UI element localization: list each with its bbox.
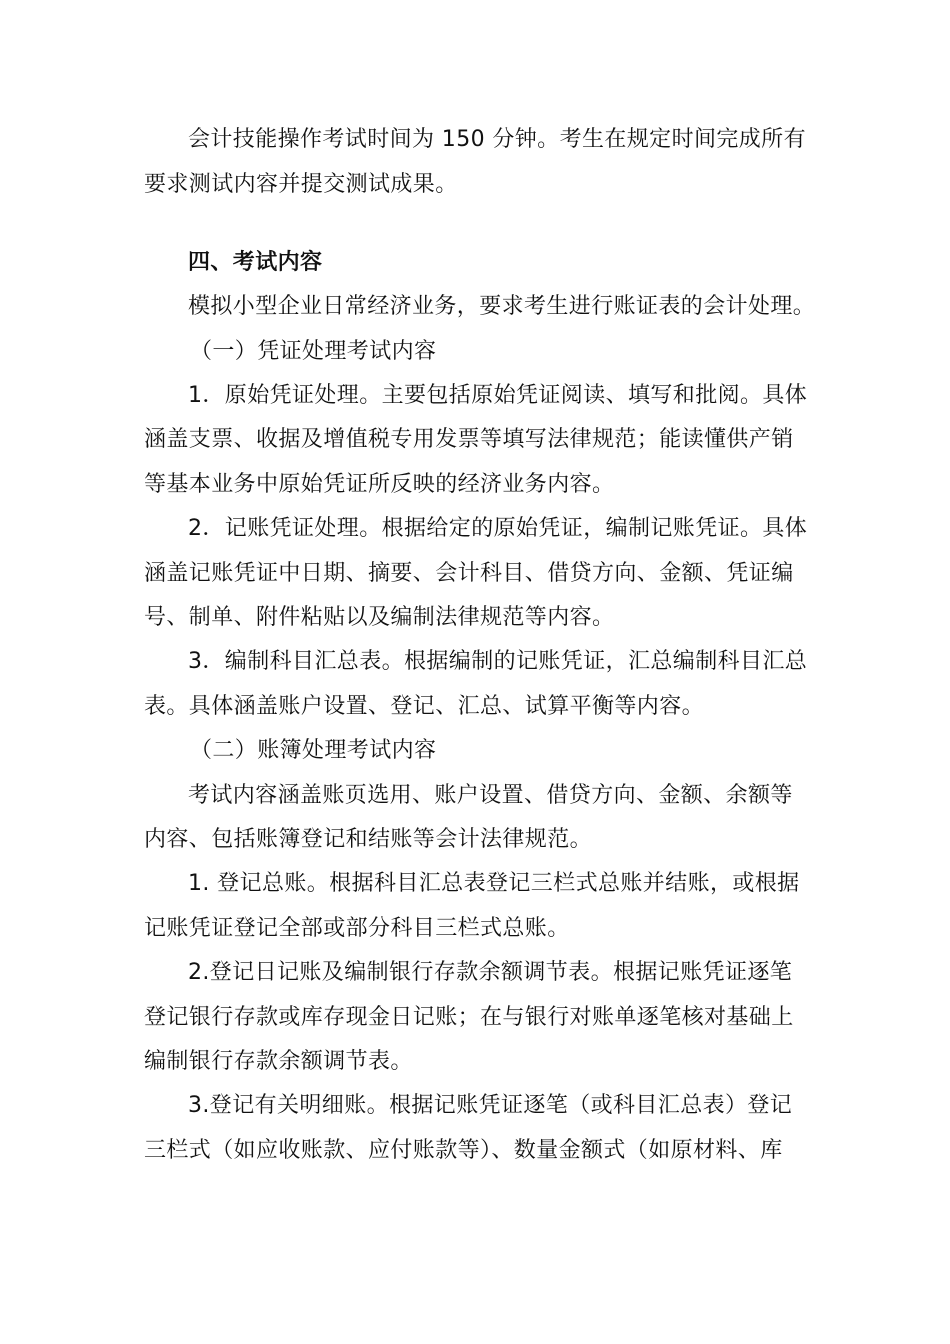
paragraph-line: 等基本业务中原始凭证所反映的经济业务内容。 <box>144 472 615 497</box>
paragraph-line: 涵盖记账凭证中日期、摘要、会计科目、借贷方向、金额、凭证编 <box>144 561 794 586</box>
paragraph-line: 2．记账凭证处理。根据给定的原始凭证，编制记账凭证。具体 <box>188 516 808 541</box>
paragraph-line: 号、制单、附件粘贴以及编制法律规范等内容。 <box>144 605 615 630</box>
paragraph-line: 涵盖支票、收据及增值税专用发票等填写法律规范；能读懂供产销 <box>144 427 794 452</box>
paragraph-line: 1．原始凭证处理。主要包括原始凭证阅读、填写和批阅。具体 <box>188 383 808 408</box>
paragraph-line: 内容、包括账簿登记和结账等会计法律规范。 <box>144 827 593 852</box>
paragraph-line: 编制银行存款余额调节表。 <box>144 1049 413 1074</box>
subsection-heading: （二）账簿处理考试内容 <box>190 738 437 763</box>
paragraph-line: 模拟小型企业日常经济业务，要求考生进行账证表的会计处理。 <box>188 294 816 319</box>
subsection-heading: （一）凭证处理考试内容 <box>190 339 437 364</box>
paragraph-line: 登记银行存款或库存现金日记账；在与银行对账单逐笔核对基础上 <box>144 1005 794 1030</box>
paragraph-line: 1. 登记总账。根据科目汇总表登记三栏式总账并结账，或根据 <box>188 871 800 896</box>
paragraph-line: 三栏式（如应收账款、应付账款等）、数量金额式（如原材料、库 <box>144 1138 783 1163</box>
paragraph-line: 会计技能操作考试时间为 150 分钟。考生在规定时间完成所有 <box>188 127 806 152</box>
paragraph-line: 要求测试内容并提交测试成果。 <box>144 172 458 197</box>
section-heading: 四、考试内容 <box>188 250 323 275</box>
paragraph-line: 2.登记日记账及编制银行存款余额调节表。根据记账凭证逐笔 <box>188 960 793 985</box>
paragraph-line: 考试内容涵盖账页选用、账户设置、借贷方向、金额、余额等 <box>188 783 793 808</box>
paragraph-line: 3．编制科目汇总表。根据编制的记账凭证，汇总编制科目汇总 <box>188 649 808 674</box>
paragraph-line: 3.登记有关明细账。根据记账凭证逐笔（或科目汇总表）登记 <box>188 1093 793 1118</box>
paragraph-line: 记账凭证登记全部或部分科目三栏式总账。 <box>144 916 570 941</box>
paragraph-line: 表。具体涵盖账户设置、登记、汇总、试算平衡等内容。 <box>144 694 705 719</box>
